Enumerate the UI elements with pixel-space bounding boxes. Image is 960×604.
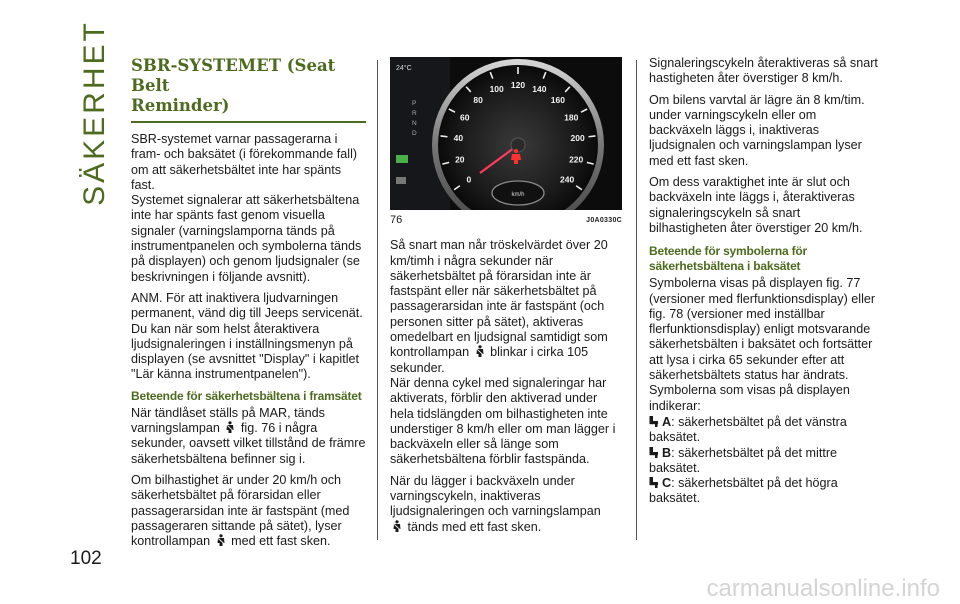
seat-icon	[649, 415, 659, 427]
speed-tick-label: 100	[489, 83, 504, 94]
list-letter: B	[662, 445, 672, 460]
gear-indicator: P	[412, 100, 417, 107]
temperature-readout: 24°C	[396, 65, 412, 72]
paragraph: När denna cykel med signaleringar har aktiverats, förblir den aktiverad under hela tidslängden om bilhastigheten inte understiger 8 km/h eller om man lägger i backväxeln eller så länge som säkerhetsbältena förblir fastspända.	[390, 375, 616, 467]
paragraph: Så snart man når tröskelvärdet över 20 km/timh i några sekunder när säkerhetsbältet på förarsidan inte är fastspänt eller när säkerhetsbältet på passagerarsidan inte är fastspänt (och personen sitter på sätet), aktiveras omedelbart en ljudsignal samtidigt som kontrollampan blinkar i cirka 105 sekunder.	[390, 238, 608, 375]
paragraph: När du lägger i backväxeln under varningscykeln, inaktiveras ljudsignaleringen och varningslampan tänds med ett fast sken.	[390, 473, 601, 534]
paragraph: Systemet signalerar att säkerhetsbältena inte har spänts fast genom visuella signaler (varningslamporna tänds på instrumentpanelen och symbolerna tänds på displayen) och genom ljudsignaler (se beskrivningen i följande avsnitt).	[131, 193, 362, 284]
speed-tick-label: 160	[550, 95, 565, 106]
paragraph: SBR-systemet varnar passagerarna i fram- och baksätet (i förekommande fall) om att säkerhetsbältet inte har spänts fast.	[131, 132, 358, 192]
seat-belt-warning-icon	[225, 421, 235, 433]
speed-tick-label: 0	[466, 174, 472, 185]
instrument-cluster-photo	[390, 57, 622, 210]
seat-belt-warning-icon	[392, 520, 402, 532]
speed-tick-label: 240	[560, 174, 575, 185]
speed-tick-label: 40	[453, 133, 464, 144]
unit-label: km/h	[511, 192, 525, 198]
speed-tick-label: 200	[570, 133, 585, 144]
subheading: Beteende för säkerhetsbältena i framsätet	[131, 388, 362, 403]
seat-icon	[649, 446, 659, 458]
chapter-title: SÄKERHET	[78, 20, 111, 206]
column-divider	[377, 60, 378, 540]
list-letter: A	[662, 414, 672, 429]
gear-indicator: D	[412, 130, 417, 137]
section-title: SBR-SYSTEMET (Seat Belt Reminder)	[131, 56, 336, 115]
column-divider	[636, 60, 637, 540]
paragraph: När tändlåset ställs på MAR, tänds varningslampan fig. 76 i några sekunder, oavsett vilket tillstånd de främre säkerhetsbältena befinner sig i.	[131, 405, 366, 466]
figure-caption	[390, 213, 622, 228]
column-3	[649, 56, 881, 507]
column-2	[390, 57, 622, 541]
speed-tick-label: 180	[564, 112, 579, 123]
seat-belt-warning-icon	[216, 534, 226, 546]
paragraph: Symbolerna visas på displayen fig. 77 (versioner med flerfunktionsdisplay) eller fig. 78 (versioner med inställbar flerfunktionsdisplay) enligt motsvarande säkerhetsbälten i baksätet och fortsätter att lysa i cirka 65 sekunder efter att säkerhetsbältets status har ändrats. Symbolerna som visas på displayen indikerar:	[649, 276, 876, 413]
list-item: A: säkerhetsbältet på det vänstra baksätet.	[649, 414, 847, 445]
list-item: C: säkerhetsbältet på det högra baksätet.	[649, 476, 838, 506]
page-number: 102	[70, 548, 102, 569]
paragraph: Om dess varaktighet inte är slut och backväxeln inte läggs i, återaktiveras signaleringscykeln så snart bilhastigheten åter överstiger 20 km/h.	[649, 175, 863, 235]
speed-tick-label: 220	[569, 154, 584, 165]
list-letter: C	[662, 476, 672, 491]
watermark: carmanualsonline.info	[706, 575, 940, 602]
column-1	[131, 56, 366, 555]
speed-tick	[589, 136, 596, 137]
speed-tick	[441, 136, 448, 137]
list-item: B: säkerhetsbältet på det mittre baksätet.	[649, 445, 838, 475]
speed-tick-label: 60	[460, 112, 470, 123]
title-rule	[131, 121, 366, 123]
speedometer-illustration	[390, 57, 622, 210]
speed-tick-label: 80	[473, 95, 483, 106]
subheading: Beteende för symbolerna för säkerhetsbältena i baksätet	[649, 244, 807, 274]
gear-indicator: N	[412, 120, 417, 127]
gear-indicator: R	[412, 110, 417, 117]
seat-icon	[649, 476, 659, 488]
speed-tick-label: 140	[532, 83, 547, 94]
seat-belt-warning-icon	[475, 345, 485, 357]
figure	[390, 57, 622, 228]
paragraph: Signaleringscykeln återaktiveras så snart hastigheten åter överstiger 8 km/h.	[649, 56, 878, 86]
note-paragraph: ANM. För att inaktivera ljudvarningen permanent, vänd dig till Jeeps servicenät. Du kan när som helst återaktivera ljudsignaleringen i inställningsmenyn på displayen (se avsnittet "Display" i kapitlet "Lär känna instrumentpanelen").	[131, 290, 363, 382]
figure-code: J0A0330C	[586, 217, 622, 224]
paragraph: Om bilens varvtal är lägre än 8 km/tim. under varningscykeln eller om backväxeln läggs i, inaktiveras ljudsignalen och varningslampan lyser med ett fast sken.	[649, 92, 865, 168]
paragraph: Om bilhastighet är under 20 km/h och säkerhetsbältet på förarsidan eller passagerarsidan inte är fastspänt (med passageraren sittande på sätet), lyser kontrollampan med ett fast sken.	[131, 472, 350, 549]
speed-tick-label: 20	[455, 154, 465, 165]
speed-tick-label: 120	[510, 80, 526, 90]
figure-number: 76	[390, 214, 403, 226]
